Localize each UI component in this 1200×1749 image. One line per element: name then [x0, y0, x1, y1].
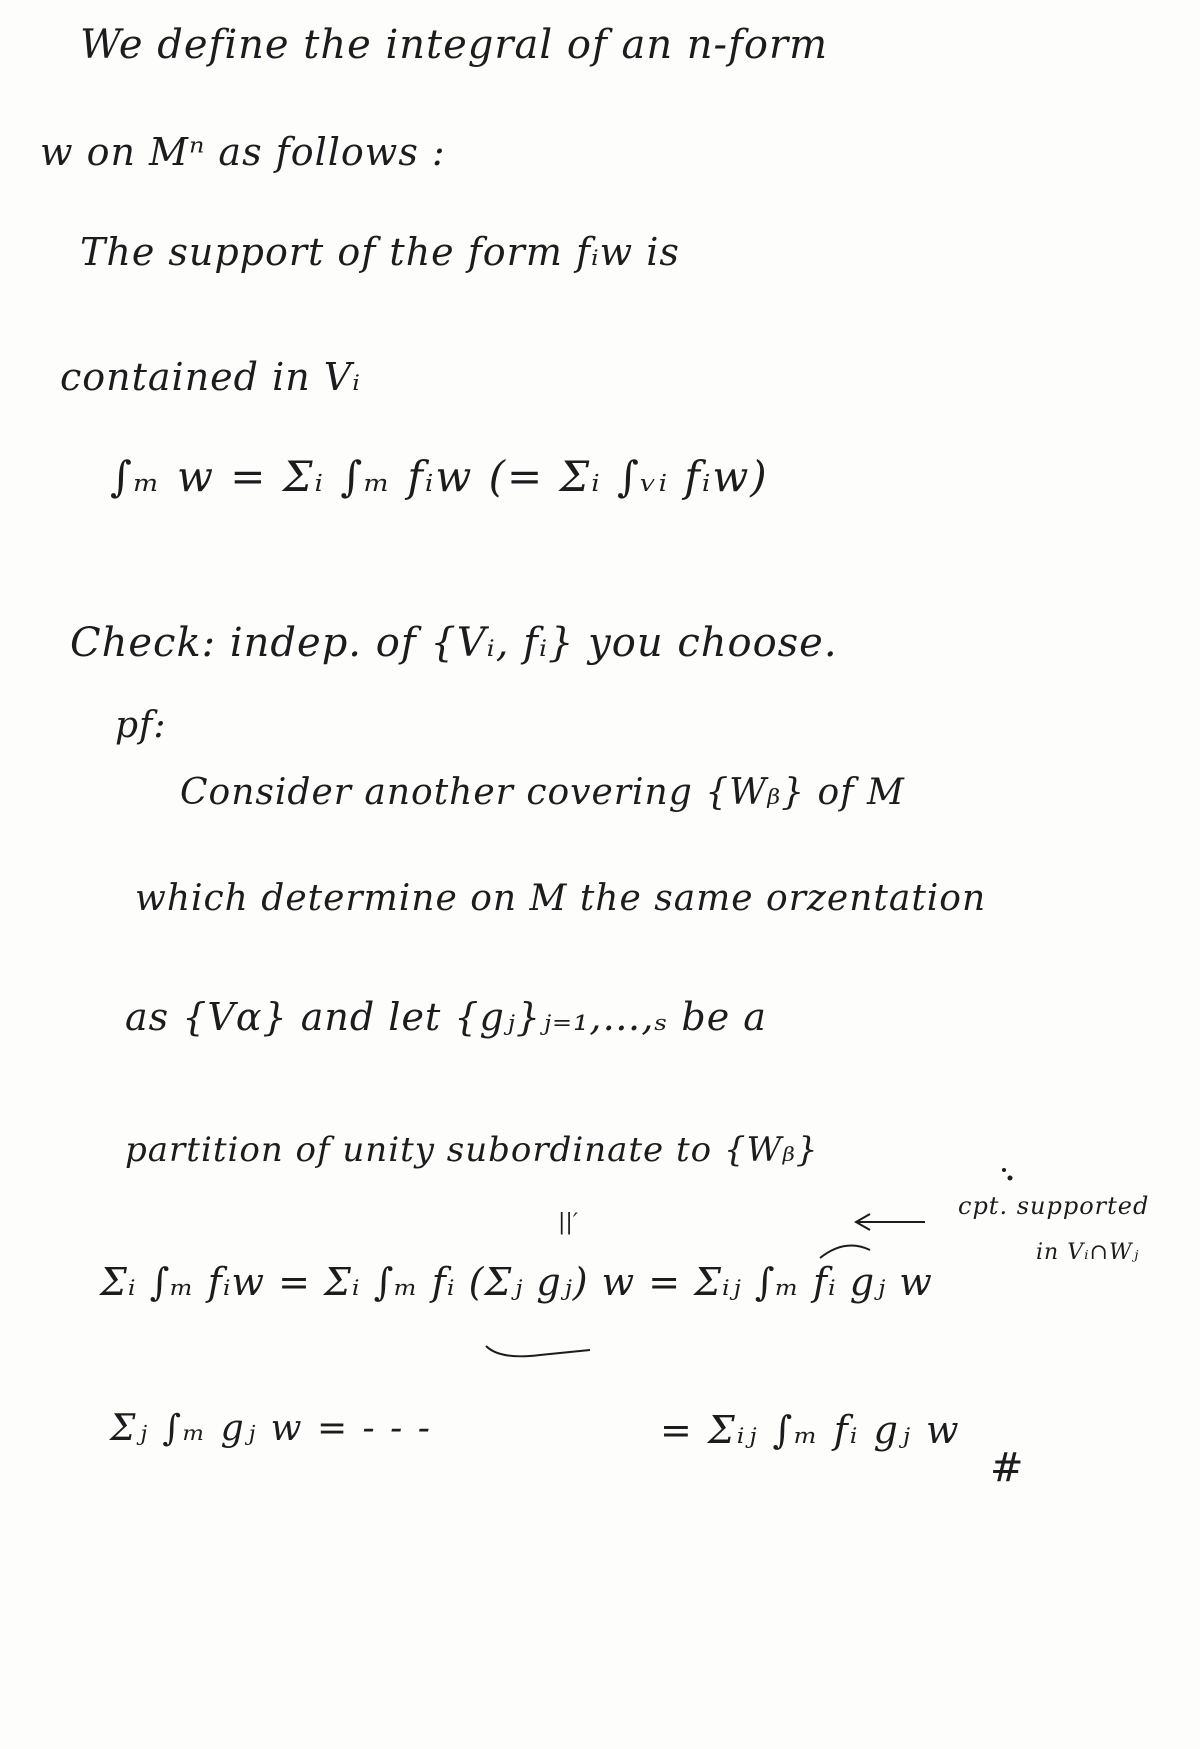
annotation-equals-one: ||′	[558, 1210, 578, 1235]
equation-sum-rewrite: Σᵢ ∫ₘ fᵢw = Σᵢ ∫ₘ fᵢ (Σⱼ gⱼ) w = Σᵢⱼ ∫ₘ fᵢ gⱼ w	[100, 1260, 933, 1304]
line-same-orientation: which determine on M the same orzentation	[135, 878, 987, 919]
arc-stroke	[820, 1246, 870, 1259]
equation-g-sum-right: = Σᵢⱼ ∫ₘ fᵢ gⱼ w	[660, 1408, 961, 1452]
annotation-compact-support: cpt. supported	[958, 1192, 1150, 1220]
qed-mark: #	[990, 1445, 1025, 1491]
underbrace-stroke	[486, 1346, 590, 1356]
equation-g-sum-left: Σⱼ ∫ₘ gⱼ w = - - -	[110, 1408, 432, 1449]
line-proof-label: pf:	[115, 705, 167, 746]
period-dot	[1008, 1176, 1013, 1181]
line-support: The support of the form fᵢw is	[80, 230, 680, 274]
line-definition: We define the integral of an n-form	[80, 22, 829, 68]
line-form-on-manifold: w on Mⁿ as follows :	[40, 130, 446, 174]
line-partition-intro: as {Vα} and let {gⱼ}ⱼ₌₁,…,ₛ be a	[125, 995, 767, 1039]
line-contained: contained in Vᵢ	[60, 355, 361, 399]
annotation-support-set: in Vᵢ∩Wⱼ	[1036, 1240, 1140, 1265]
line-check: Check: indep. of {Vᵢ, fᵢ} you choose.	[70, 620, 838, 666]
line-another-covering: Consider another covering {Wᵦ} of M	[180, 772, 905, 813]
note-dot	[1002, 1168, 1006, 1172]
equation-integral-definition: ∫ₘ w = Σᵢ ∫ₘ fᵢw (= Σᵢ ∫ᵥᵢ fᵢw)	[110, 452, 769, 501]
line-partition-of-unity: partition of unity subordinate to {Wᵦ}	[125, 1130, 819, 1170]
